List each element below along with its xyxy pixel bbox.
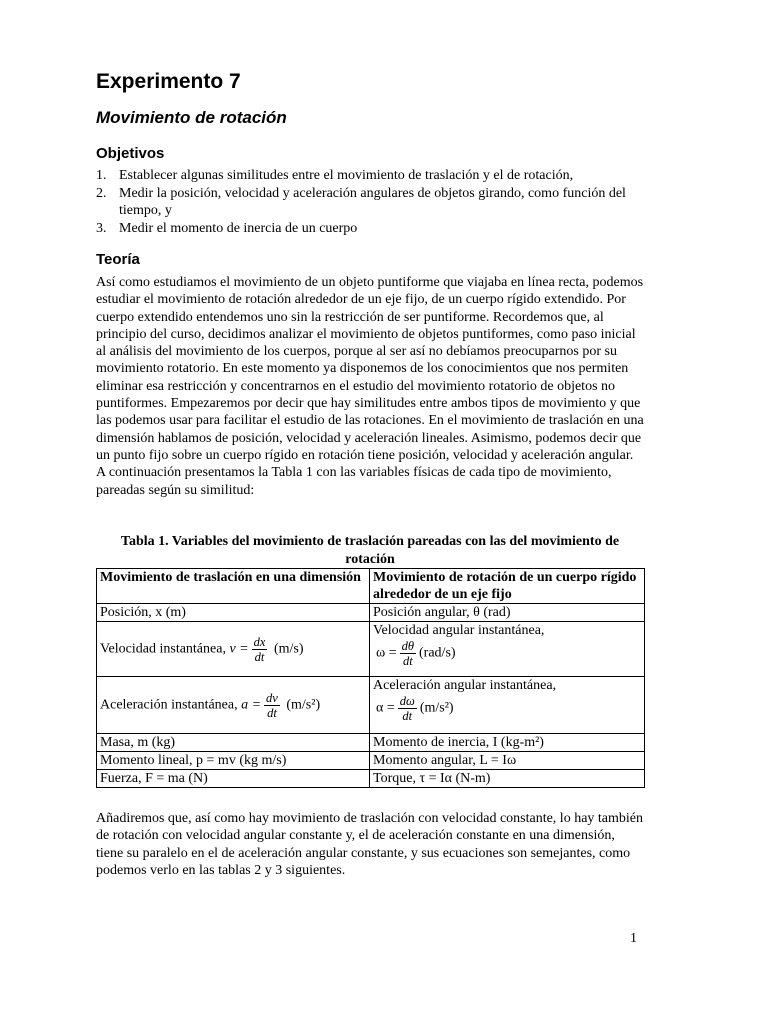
table-cell [370, 622, 645, 677]
table-row [97, 677, 645, 734]
fraction-denominator: dt [267, 705, 277, 720]
table-cell: Masa, m (kg) [97, 734, 370, 752]
table-row [97, 752, 645, 770]
unit-label: (m/s²) [419, 700, 454, 716]
unit-label: (rad/s) [419, 645, 456, 661]
table-row [97, 604, 645, 622]
table-cell: Fuerza, F = ma (N) [97, 770, 370, 788]
table-cell: Momento angular, L = Iω [370, 752, 645, 770]
objectives-list [96, 167, 639, 237]
cell-label: Velocidad instantánea, [100, 641, 226, 657]
table-row [97, 734, 645, 752]
page-subtitle: Movimiento de rotación [96, 108, 287, 127]
unit-label: (m/s²) [286, 697, 321, 713]
page-number: 1 [630, 931, 637, 946]
list-item-text: Medir el momento de inercia de un cuerpo [119, 220, 358, 236]
cell-label: Aceleración angular instantánea, [373, 678, 557, 693]
table-cell [97, 622, 370, 677]
table-cell [370, 677, 645, 734]
table-header-cell: Movimiento de rotación de un cuerpo rígido alrededor de un eje fijo [370, 569, 645, 604]
table-caption: Tabla 1. Variables del movimiento de traslación pareadas con las del movimiento de rotación [120, 534, 620, 567]
formula-lhs: ω = [376, 645, 397, 661]
formula-lhs: a = [241, 697, 262, 713]
list-item [96, 185, 639, 220]
cell-label: Velocidad angular instantánea, [373, 623, 545, 638]
table-cell [97, 677, 370, 734]
list-item-text: Medir la posición, velocidad y aceleración angulares de objetos girando, como función del tiempo, y [119, 185, 626, 218]
page-title: Experimento 7 [96, 70, 241, 93]
fraction-numerator: dθ [401, 639, 415, 653]
fraction-numerator: dω [399, 694, 415, 708]
list-item-number: 2. [96, 185, 107, 201]
table-row [97, 622, 645, 677]
unit-label: (m/s) [273, 641, 304, 657]
derivative-fraction [400, 639, 416, 668]
list-item-number: 3. [96, 220, 107, 236]
fraction-denominator: dt [254, 649, 265, 664]
variables-table [96, 568, 645, 788]
list-item-text: Establecer algunas similitudes entre el movimiento de traslación y el de rotación, [119, 168, 574, 183]
fraction-denominator: dt [402, 654, 413, 668]
derivative-fraction [264, 691, 280, 720]
table-cell: Momento lineal, p = mv (kg m/s) [97, 752, 370, 770]
table-cell: Torque, τ = Iα (N-m) [370, 770, 645, 788]
derivative-fraction [398, 694, 417, 723]
table-cell: Posición, x (m) [97, 604, 370, 622]
fraction-numerator: dx [253, 634, 266, 649]
closing-paragraph: Añadiremos que, así como hay movimiento de traslación con velocidad constante, lo hay también de rotación con velocidad angular constante y, el de aceleración constante en una dimensión, tiene su paralelo en el de aceleración angular constante, y sus ecuaciones son semejantes, como podemos verlo en las tablas 2 y 3 siguientes. [96, 811, 644, 878]
fraction-numerator: dv [266, 690, 278, 705]
theory-heading: Teoría [96, 251, 140, 268]
table-cell: Posición angular, θ (rad) [370, 604, 645, 622]
formula-lhs: v = [229, 641, 249, 657]
formula-lhs: α = [376, 700, 395, 716]
list-item [96, 220, 639, 238]
objectives-heading: Objetivos [96, 145, 165, 162]
table-row [97, 770, 645, 788]
table-header-row [97, 569, 645, 604]
table-cell: Momento de inercia, I (kg-m²) [370, 734, 645, 752]
list-item [96, 167, 639, 185]
cell-label: Aceleración instantánea, [100, 697, 238, 713]
theory-paragraph: Así como estudiamos el movimiento de un objeto puntiforme que viajaba en línea recta, podemos estudiar el movimiento de rotación alrededor de un eje fijo, de un cuerpo rígido extendido. Por cuerpo extendido entendemos uno sin la restricción de ser puntiforme. Recordemos que, al principio del curso, decidimos analizar el movimiento de objetos puntiformes, como paso inicial al análisis del movimiento de los cuerpos, porque al ser así no debíamos preocuparnos por su movimiento rotatorio. En este momento ya disponemos de los conocimientos que nos permiten eliminar esa restricción y concentrarnos en el estudio del movimiento rotatorio de objetos no puntiformes. Empezaremos por decir que hay similitudes entre ambos tipos de movimiento y que las podemos usar para facilitar el estudio de las rotaciones. En el movimiento de traslación en una dimensión hablamos de posición, velocidad y aceleración lineales. Asimismo, podemos decir que un punto fijo sobre un cuerpo rígido en rotación tiene posición, velocidad y aceleración angular. A continuación presentamos la Tabla 1 con las variables físicas de cada tipo de movimiento, pareadas según su similitud: [96, 275, 644, 498]
list-item-number: 1. [96, 168, 107, 183]
derivative-fraction [252, 635, 268, 664]
fraction-denominator: dt [402, 709, 413, 723]
table-header-cell: Movimiento de traslación en una dimensión [97, 569, 370, 604]
